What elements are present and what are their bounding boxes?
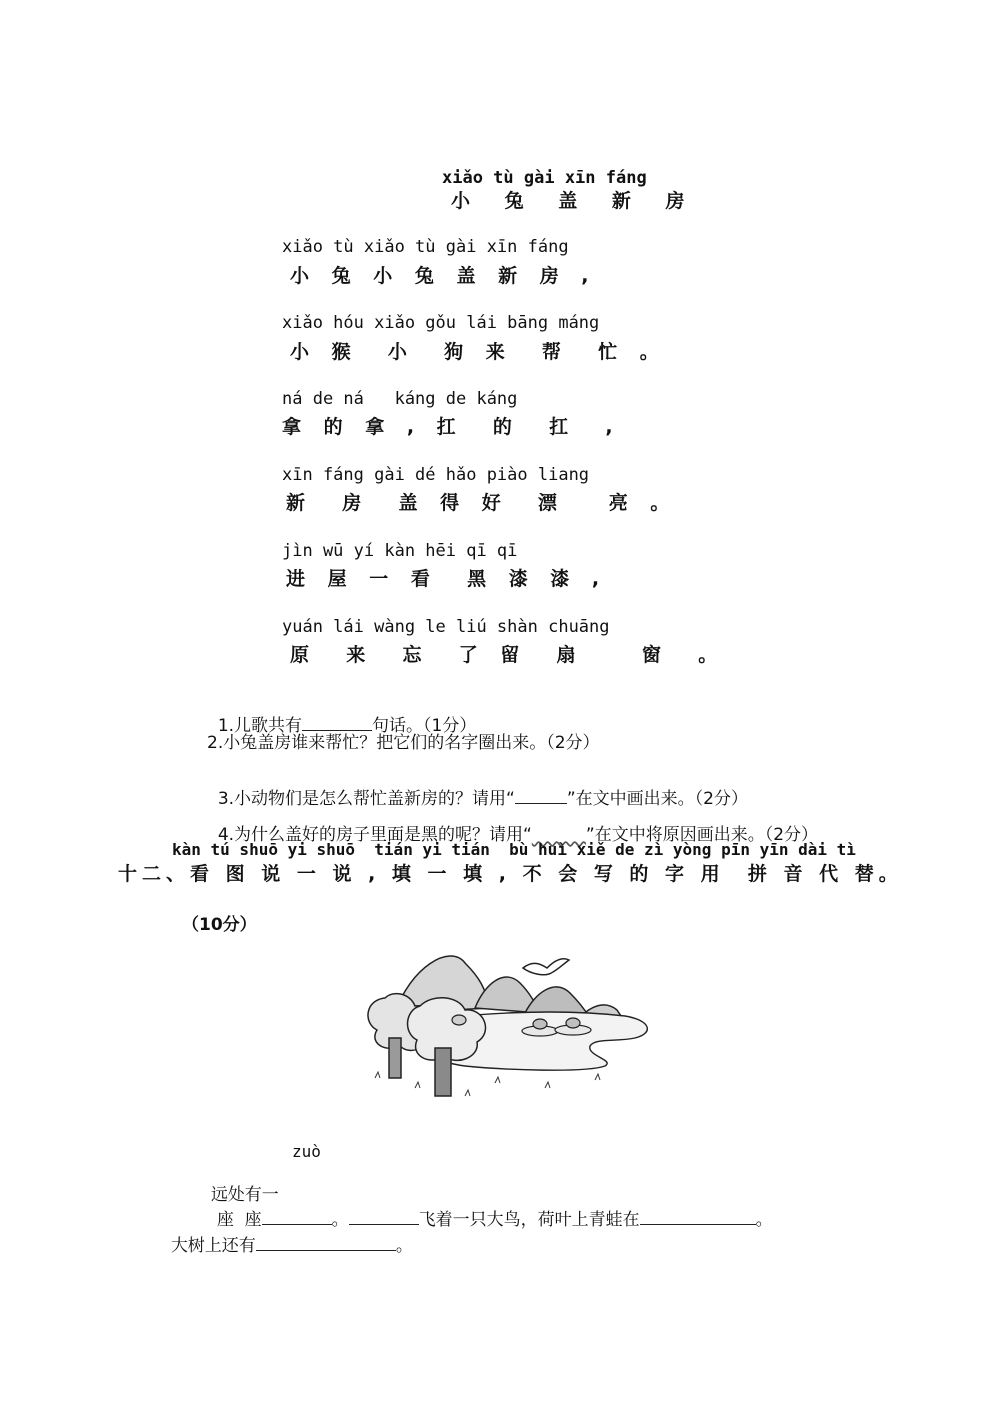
fill-line-2 — [160, 1211, 413, 1256]
poem-line-3: 拿 的 拿 , 扛 的 扛 , — [282, 416, 621, 438]
fill-line-2-start: 大树上还有 — [170, 1236, 256, 1256]
section-12-title: 十二、看 图 说 一 说 , 填 一 填 , 不 会 写 的 字 用 拼 音 代 替。 — [118, 863, 903, 885]
poem-line-5-pinyin: jìn wū yí kàn hēi qī qī — [282, 541, 518, 561]
poem-line-3-pinyin: ná de ná káng de káng — [282, 389, 518, 409]
fill-line-1-zuo: 座 座 — [216, 1210, 262, 1230]
section-12-score: （10分） — [182, 915, 257, 935]
zuo-pinyin: zuò — [292, 1142, 321, 1161]
fill-line-1-start: 远处有一 — [210, 1185, 279, 1205]
poem-title-pinyin: xiǎo tù gài xīn fáng — [442, 168, 647, 188]
scene-illustration — [355, 938, 665, 1108]
question-2: 2.小兔盖房谁来帮忙？把它们的名字圈出来。（2分） — [207, 733, 600, 753]
poem-line-4: 新 房 盖 得 好 漂 亮 。 — [286, 492, 678, 514]
fill-line-2-end: 。 — [395, 1236, 413, 1256]
poem-line-1-pinyin: xiǎo tù xiǎo tù gài xīn fáng — [282, 237, 569, 257]
poem-title: 小 兔 盖 新 房 — [451, 190, 699, 212]
question-4-text-end: ”在文中将原因画出来。（2分） — [585, 825, 819, 845]
poem-line-2: 小 猴 小 狗 来 帮 忙 。 — [290, 341, 667, 363]
poem-line-5: 进 屋 一 看 黑 漆 漆 , — [286, 568, 608, 590]
fill-line-1-end: 。 — [755, 1210, 773, 1230]
grass-icon — [375, 1072, 600, 1096]
small-bird-icon — [452, 1015, 466, 1025]
poem-line-6: 原 来 忘 了 留 扇 窗 。 — [290, 644, 726, 666]
poem-line-4-pinyin: xīn fáng gài dé hǎo piào liang — [282, 465, 590, 485]
question-1-text: 1.儿歌共有 — [217, 716, 303, 736]
question-4 — [207, 800, 818, 845]
poem-line-1: 小 兔 小 兔 盖 新 房 , — [290, 265, 597, 287]
question-1-text-end: 句话。（1分） — [372, 716, 477, 736]
question-3-text: 3.小动物们是怎么帮忙盖新房的？请用“ — [217, 789, 515, 809]
poem-line-6-pinyin: yuán lái wàng le liú shàn chuāng — [282, 617, 610, 637]
fill-line-1-period: 。 — [331, 1210, 349, 1230]
question-3-text-end: ”在文中画出来。（2分） — [566, 789, 748, 809]
section-12-pinyin: kàn tú shuō yi shuō tián yi tián bù huì xiě de zì yòng pīn yīn dài tì — [172, 840, 856, 859]
answer-blank-tree[interactable] — [256, 1234, 396, 1251]
answer-blank-frog[interactable] — [640, 1208, 756, 1225]
bird-icon — [523, 959, 569, 975]
poem-line-2-pinyin: xiǎo hóu xiǎo gǒu lái bāng máng — [282, 313, 600, 333]
fill-line-1-middle: 飞着一只大鸟，荷叶上青蛙在 — [418, 1210, 640, 1230]
wavy-line-sample: ​ — [531, 825, 586, 845]
question-4-text: 4.为什么盖好的房子里面是黑的呢？请用“ — [217, 825, 532, 845]
